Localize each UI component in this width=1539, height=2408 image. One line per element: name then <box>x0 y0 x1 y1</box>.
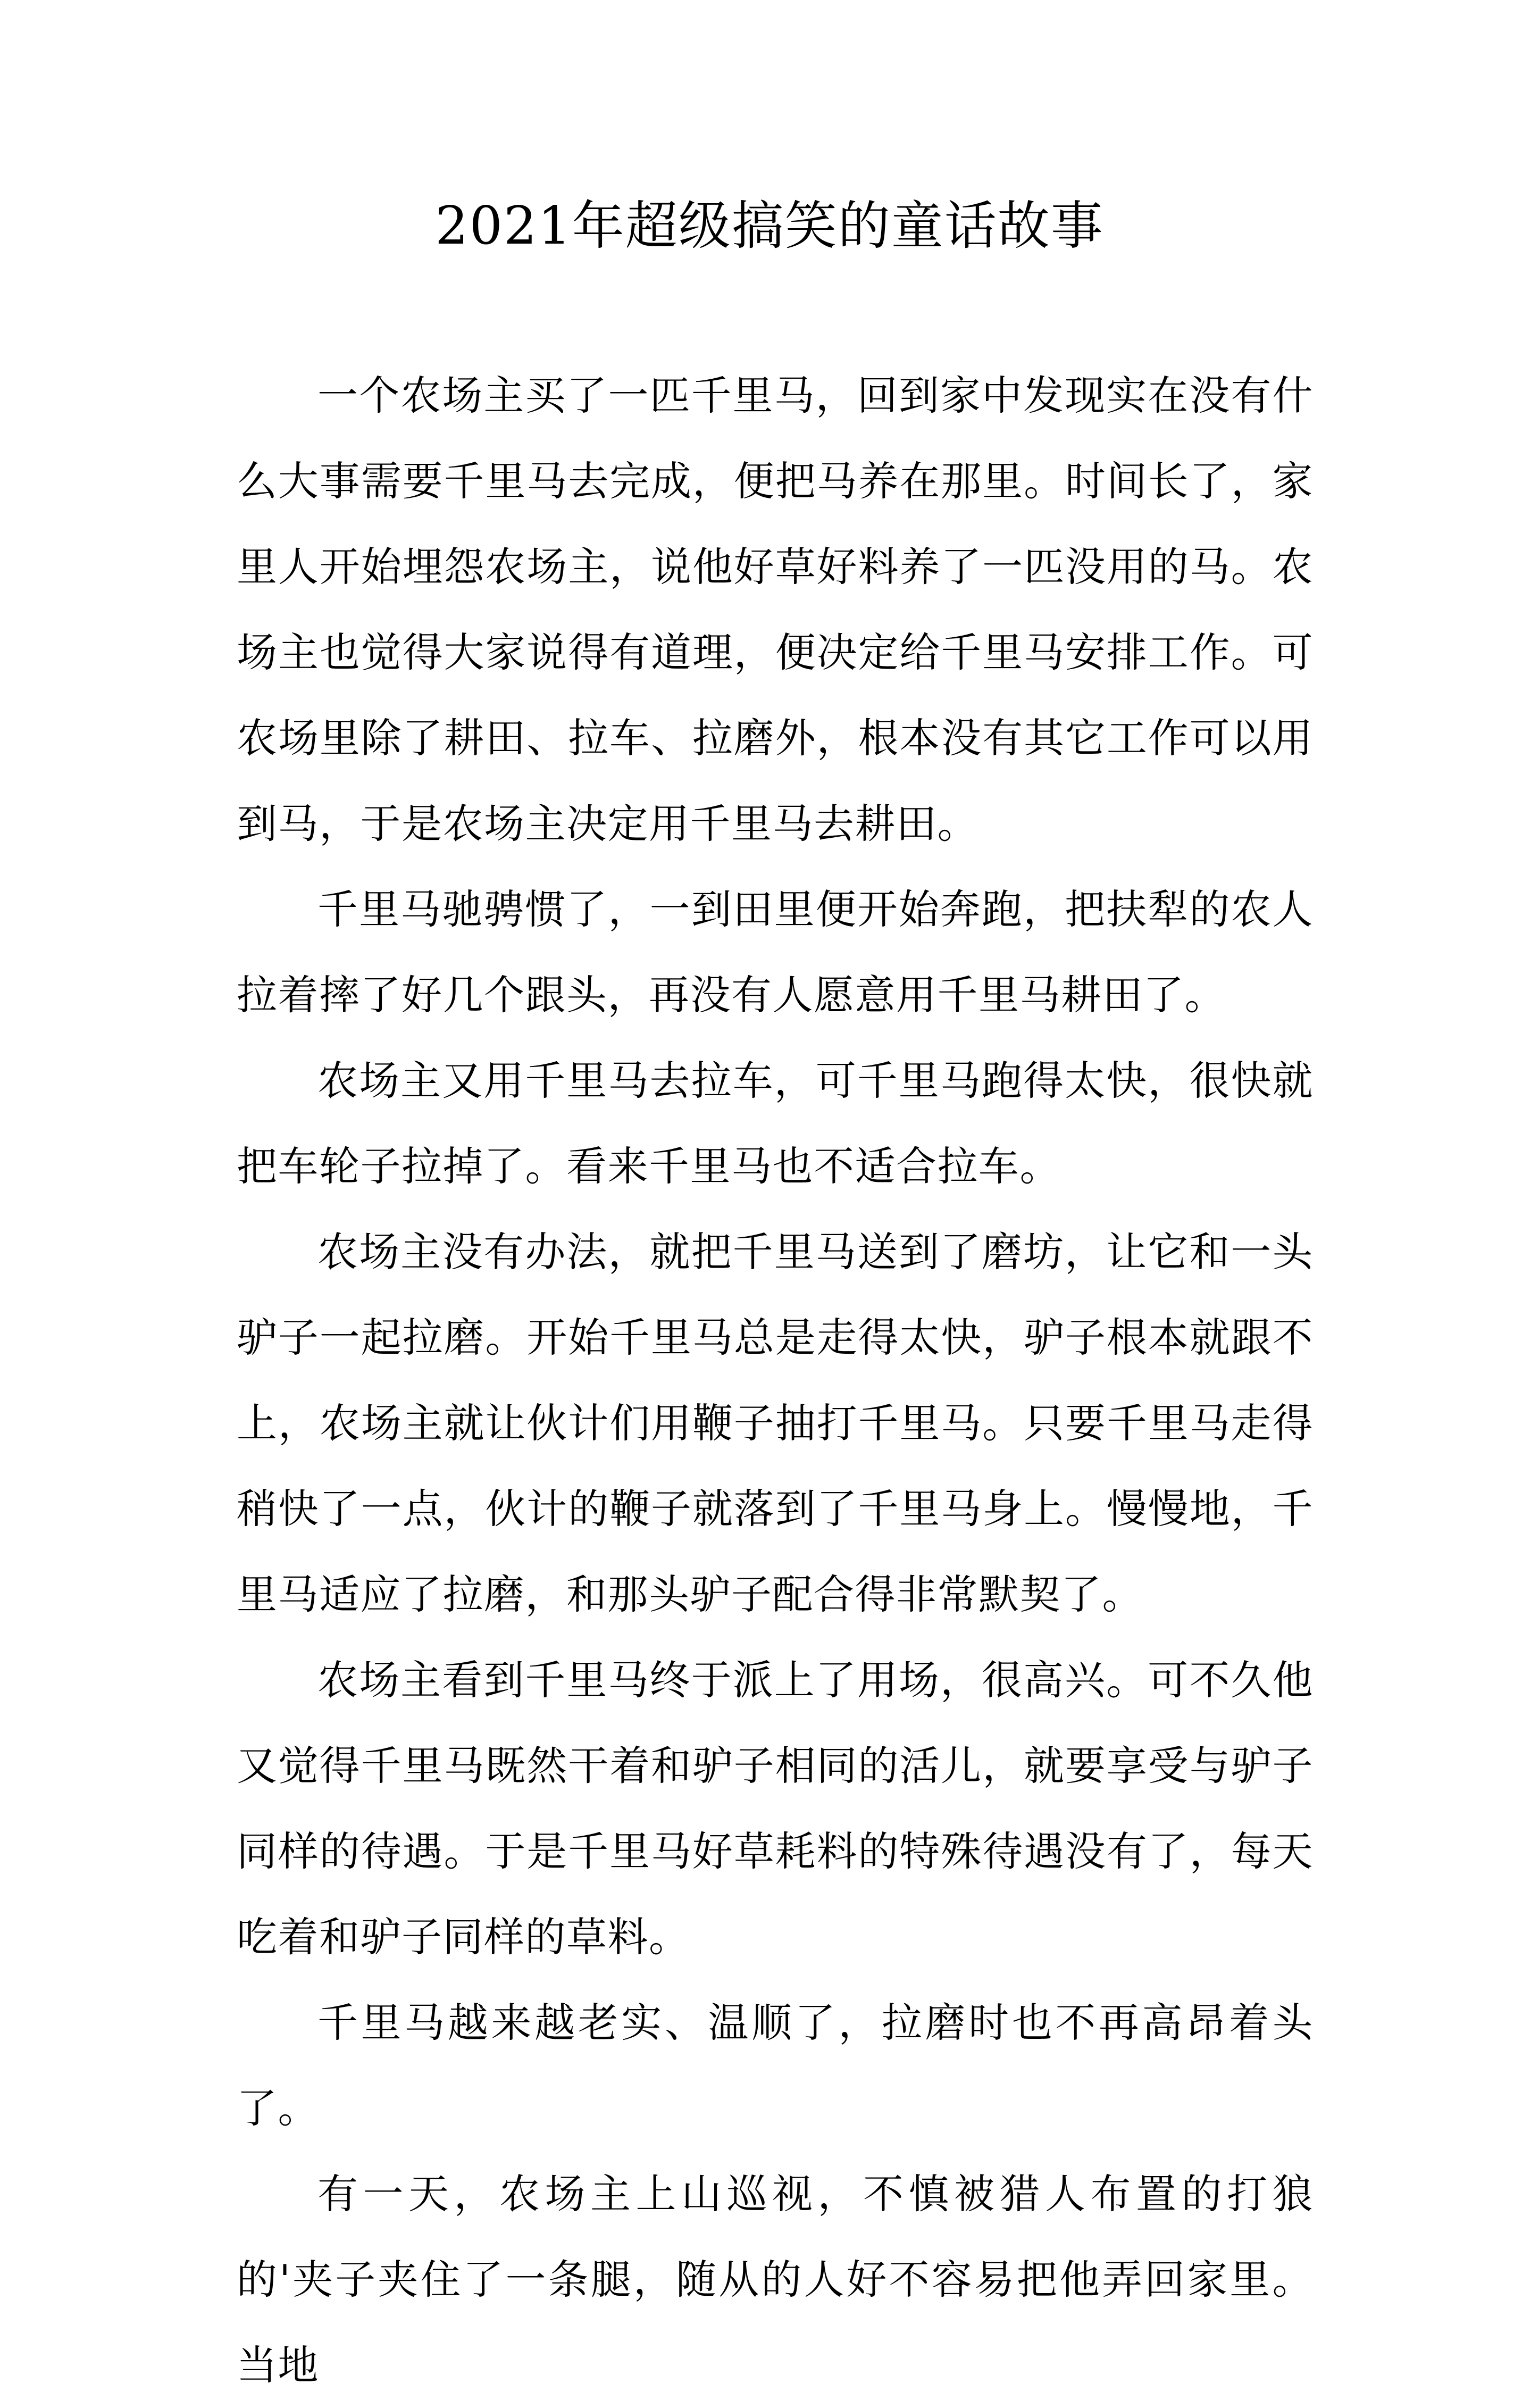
paragraph: 千里马驰骋惯了，一到田里便开始奔跑，把扶犁的农人拉着摔了好几个跟头，再没有人愿意用千里马耕田了。 <box>237 886 1314 1019</box>
paragraph: 千里马越来越老实、温顺了，拉磨时也不再高昂着头了。 <box>237 1999 1314 2132</box>
document-title: 2021年超级搞笑的童话故事 <box>435 196 1104 256</box>
paragraph: 农场主看到千里马终于派上了用场，很高兴。可不久他又觉得千里马既然干着和驴子相同的活儿，就要享受与驴子同样的待遇。于是千里马好草耗料的特殊待遇没有了，每天吃着和驴子同样的草料。 <box>237 1656 1314 1961</box>
paragraph: 农场主没有办法，就把千里马送到了磨坊，让它和一头驴子一起拉磨。开始千里马总是走得太快，驴子根本就跟不上，农场主就让伙计们用鞭子抽打千里马。只要千里马走得稍快了一点，伙计的鞭子就落到了千里马身上。慢慢地，千里马适应了拉磨，和那头驴子配合得非常默契了。 <box>237 1228 1314 1618</box>
paragraph: 有一天，农场主上山巡视，不慎被猎人布置的打狼的'夹子夹住了一条腿，随从的人好不容易把他弄回家里。当地 <box>237 2170 1314 2389</box>
paragraph: 一个农场主买了一匹千里马，回到家中发现实在没有什么大事需要千里马去完成，便把马养在那里。时间长了，家里人开始埋怨农场主，说他好草好料养了一匹没用的马。农场主也觉得大家说得有道理，便决定给千里马安排工作。可农场里除了耕田、拉车、拉磨外，根本没有其它工作可以用到马，于是农场主决定用千里马去耕田。 <box>237 372 1314 847</box>
paragraph: 农场主又用千里马去拉车，可千里马跑得太快，很快就把车轮子拉掉了。看来千里马也不适合拉车。 <box>237 1057 1314 1190</box>
document-body <box>237 353 1314 2408</box>
